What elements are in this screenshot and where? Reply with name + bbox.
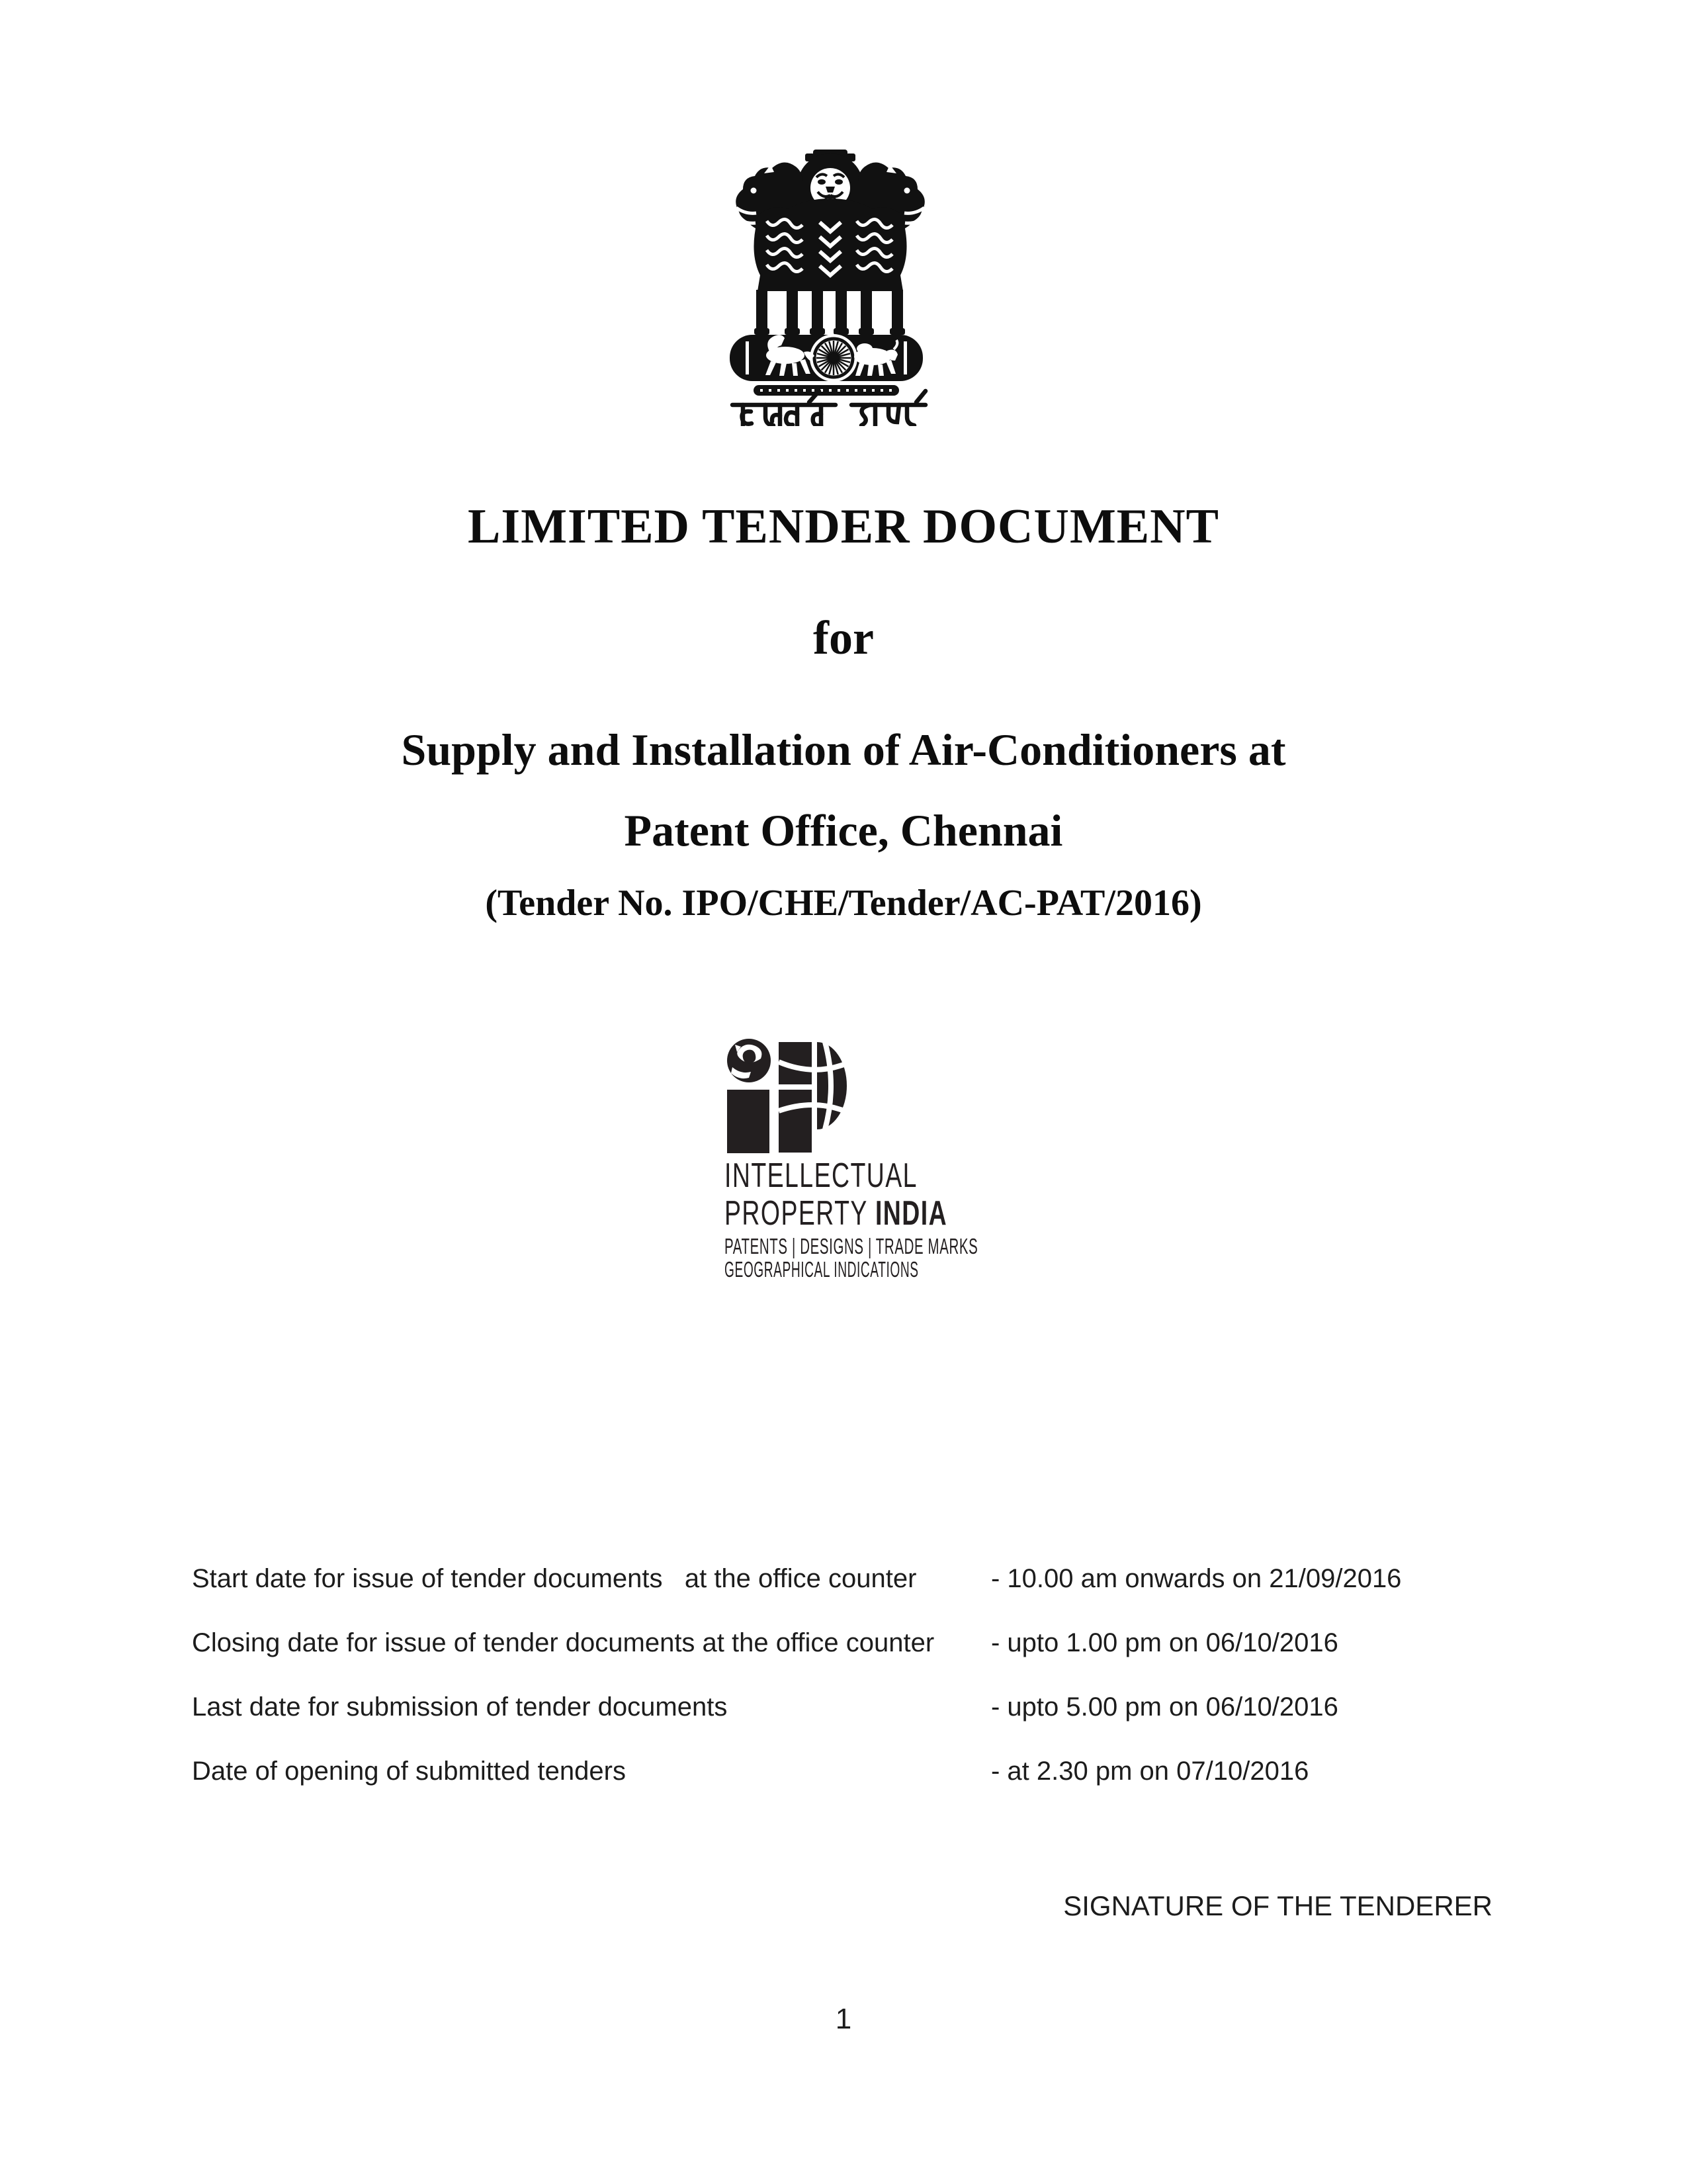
- logo-text-property-india: [724, 1196, 947, 1231]
- page-number: 1: [835, 2003, 852, 2035]
- schedule-label: Closing date for issue of tender documents at the office counter: [192, 1628, 935, 1657]
- logo-text-patents-designs-trademarks: PATENTS | DESIGNS | TRADE MARKS: [724, 1234, 978, 1258]
- schedule-label: Last date for submission of tender documents: [192, 1692, 728, 1722]
- title-for-word: for: [813, 611, 874, 664]
- subject-title-line1: Supply and Installation of Air-Conditioners at: [401, 724, 1286, 775]
- schedule-row-start-date: [192, 1564, 1502, 1596]
- logo-text-india: INDIA: [875, 1194, 948, 1233]
- schedule-row-opening-date: [192, 1757, 1502, 1788]
- national-emblem-icon: [730, 148, 928, 426]
- schedule-value: - upto 5.00 pm on 06/10/2016: [991, 1692, 1338, 1722]
- emblem-motto: [732, 391, 926, 426]
- logo-text-property: PROPERTY: [724, 1194, 875, 1233]
- schedule-value: - 10.00 am onwards on 21/09/2016: [991, 1564, 1402, 1593]
- schedule-row-closing-date: [192, 1628, 1502, 1660]
- subject-title-line2: Patent Office, Chennai: [624, 805, 1063, 855]
- signature-of-tenderer-line: SIGNATURE OF THE TENDERER: [1063, 1890, 1492, 1921]
- schedule-label: Date of opening of submitted tenders: [192, 1757, 626, 1786]
- schedule-value: - at 2.30 pm on 07/10/2016: [991, 1757, 1309, 1786]
- tender-number-line: (Tender No. IPO/CHE/Tender/AC-PAT/2016): [485, 883, 1202, 924]
- ip-india-logo-icon: [726, 1034, 848, 1155]
- schedule-label: Start date for issue of tender documents at the office counter: [192, 1564, 917, 1593]
- document-title: LIMITED TENDER DOCUMENT: [468, 500, 1219, 554]
- logo-text-intellectual: INTELLECTUAL: [724, 1157, 918, 1195]
- schedule-value: - upto 1.00 pm on 06/10/2016: [991, 1628, 1338, 1657]
- logo-text-geographical-indications: GEOGRAPHICAL INDICATIONS: [724, 1257, 919, 1282]
- schedule-row-last-submission-date: [192, 1692, 1502, 1724]
